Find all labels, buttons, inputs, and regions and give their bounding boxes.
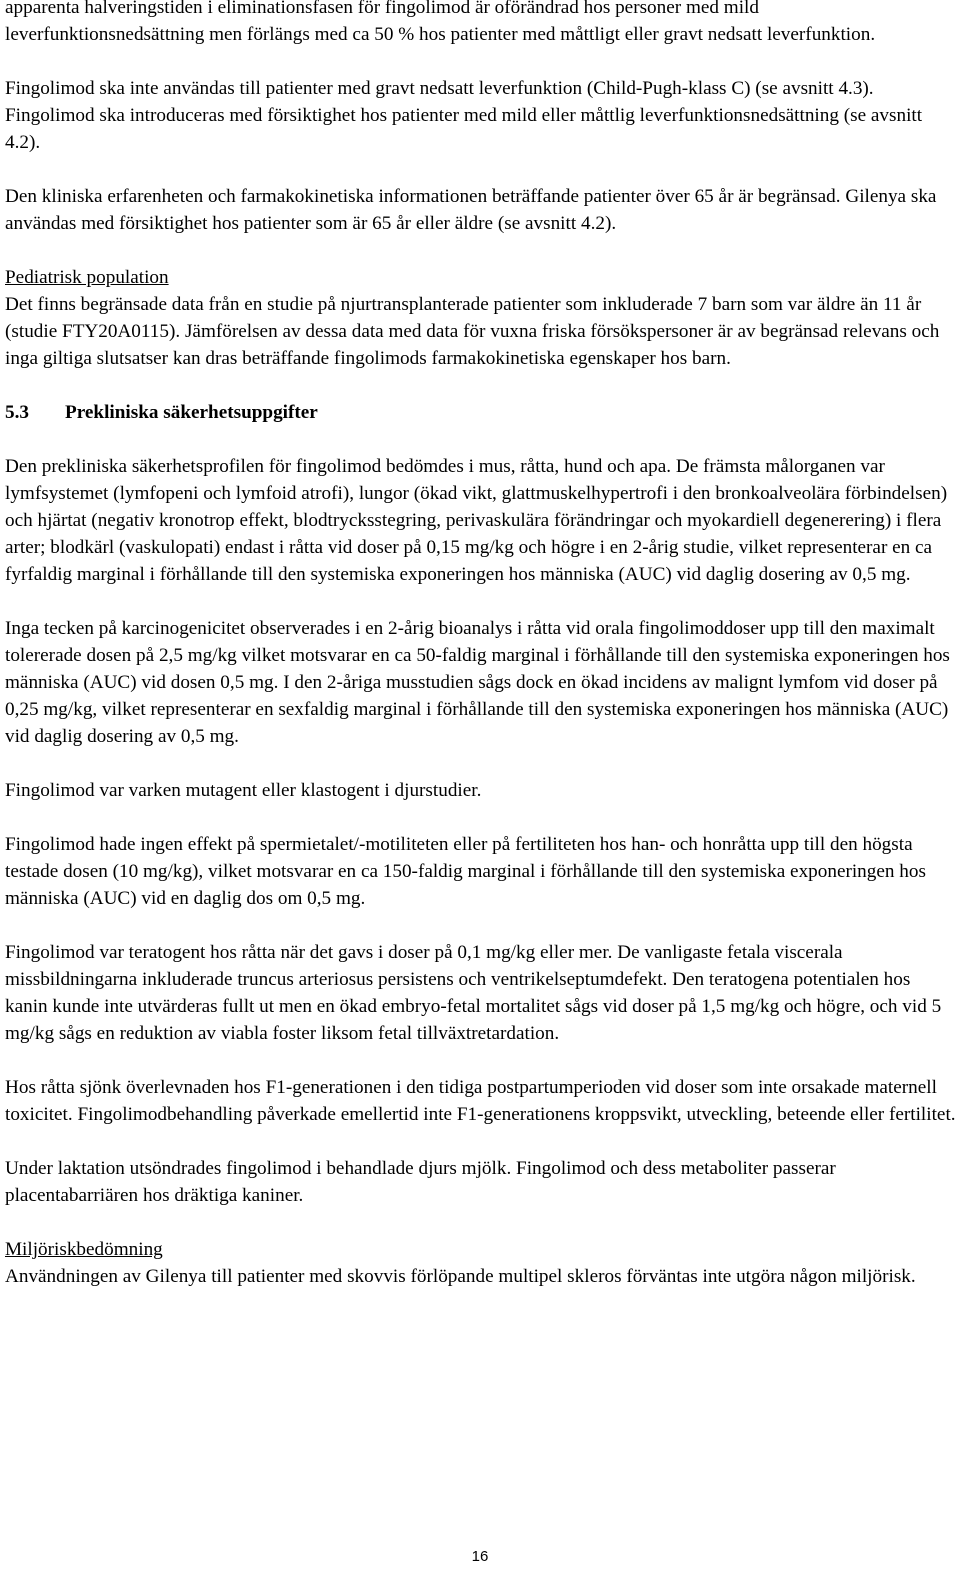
paragraph-pediatric: Det finns begränsade data från en studie på njurtransplanterade patienter som inkluderade 7 barn som var äldre än 11 år (studie FTY20A0115). Jämförelsen av dessa data med data för vuxna friska försökspersoner är av begränsad relevans och inga giltiga slutsatser kan dras beträffande fingolimods farmakokinetiska egenskaper hos barn. <box>5 294 940 369</box>
subheading-pediatric: Pediatrisk population <box>5 267 169 288</box>
paragraph-preclinical-profile: Den prekliniska säkerhetsprofilen för fingolimod bedömdes i mus, råtta, hund och apa. De främsta målorganen var lymfsystemet (lymfopeni och lymfoid atrofi), lungor (ökad vikt, glattmuskelhypertrofi i den bronkoalveolära förbindelsen) och hjärtat (negativ kronotrop effekt, blodtrycksstegring, perivaskulära förändringar och myokardiell degenerering) i flera arter; blodkärl (vaskulopati) endast i råtta vid doser på 0,15 mg/kg och högre i en 2-årig studie, vilket representerar en ca fyrfaldig marginal i förhållande till den systemiska exponeringen hos människa (AUC) vid daglig dosering av 0,5 mg. <box>5 456 948 585</box>
section-heading-5-3 <box>5 399 957 426</box>
document-page <box>5 0 957 1290</box>
paragraph-hepatic-impairment: Fingolimod ska inte användas till patienter med gravt nedsatt leverfunktion (Child-Pugh-klass C) (se avsnitt 4.3). Fingolimod ska introduceras med försiktighet hos patienter med mild eller måttlig leverfunktionsnedsättning (se avsnitt 4.2). <box>5 78 923 153</box>
subheading-environmental-risk: Miljöriskbedömning <box>5 1239 163 1260</box>
paragraph-mutagenicity: Fingolimod var varken mutagent eller klastogent i djurstudier. <box>5 780 482 801</box>
section-title: Prekliniska säkerhetsuppgifter <box>65 402 318 423</box>
page-number: 16 <box>471 1548 489 1565</box>
paragraph-teratogenicity: Fingolimod var teratogent hos råtta när det gavs i doser på 0,1 mg/kg eller mer. De vanligaste fetala viscerala missbildningarna inkluderade truncus arteriosus persistens och ventrikelseptumdefekt. Den teratogena potentialen hos kanin kunde inte utvärderas fullt ut men en ökad embryo-fetal mortalitet sågs vid doser på 1,5 mg/kg och högre, och vid 5 mg/kg sågs en reduktion av viabla foster liksom fetal tillväxtretardation. <box>5 942 942 1044</box>
paragraph-f1-generation: Hos råtta sjönk överlevnaden hos F1-generationen i den tidiga postpartumperioden vid doser som inte orsakade maternell toxicitet. Fingolimodbehandling påverkade emellertid inte F1-generationens kroppsvikt, utveckling, beteende eller fertilitet. <box>5 1077 956 1125</box>
paragraph-fertility: Fingolimod hade ingen effekt på spermietalet/-motiliteten eller på fertiliteten hos han- och honråtta upp till den högsta testade dosen (10 mg/kg), vilket motsvarar en ca 150-faldig marginal i förhållande till den systemiska exponeringen hos människa (AUC) vid en daglig dos om 0,5 mg. <box>5 834 926 909</box>
paragraph-environmental-risk: Användningen av Gilenya till patienter med skovvis förlöpande multipel skleros förväntas inte utgöra någon miljörisk. <box>5 1266 916 1287</box>
section-number: 5.3 <box>5 402 29 423</box>
paragraph-carcinogenicity: Inga tecken på karcinogenicitet observerades i en 2-årig bioanalys i råtta vid orala fingolimoddoser upp till den maximalt tolererade dosen på 2,5 mg/kg vilket motsvarar en ca 50-faldig marginal i förhållande till den systemiska exponeringen hos människa (AUC) vid dosen 0,5 mg. I den 2-åriga musstudien sågs dock en ökad incidens av malignt lymfom vid doser på 0,25 mg/kg, vilket representerar en sexfaldig marginal i förhållande till den systemiska exponeringen hos människa (AUC) vid daglig dosering av 0,5 mg. <box>5 618 950 747</box>
paragraph-hepatic-half-life: apparenta halveringstiden i eliminationsfasen för fingolimod är oförändrad hos personer med mild leverfunktionsnedsättning men förlängs med ca 50 % hos patienter med måttligt eller gravt nedsatt leverfunktion. <box>5 0 876 45</box>
paragraph-elderly: Den kliniska erfarenheten och farmakokinetiska informationen beträffande patienter över 65 år är begränsad. Gilenya ska användas med försiktighet hos patienter som är 65 år eller äldre (se avsnitt 4.2). <box>5 186 937 234</box>
paragraph-lactation: Under laktation utsöndrades fingolimod i behandlade djurs mjölk. Fingolimod och dess metaboliter passerar placentabarriären hos dräktiga kaniner. <box>5 1158 836 1206</box>
